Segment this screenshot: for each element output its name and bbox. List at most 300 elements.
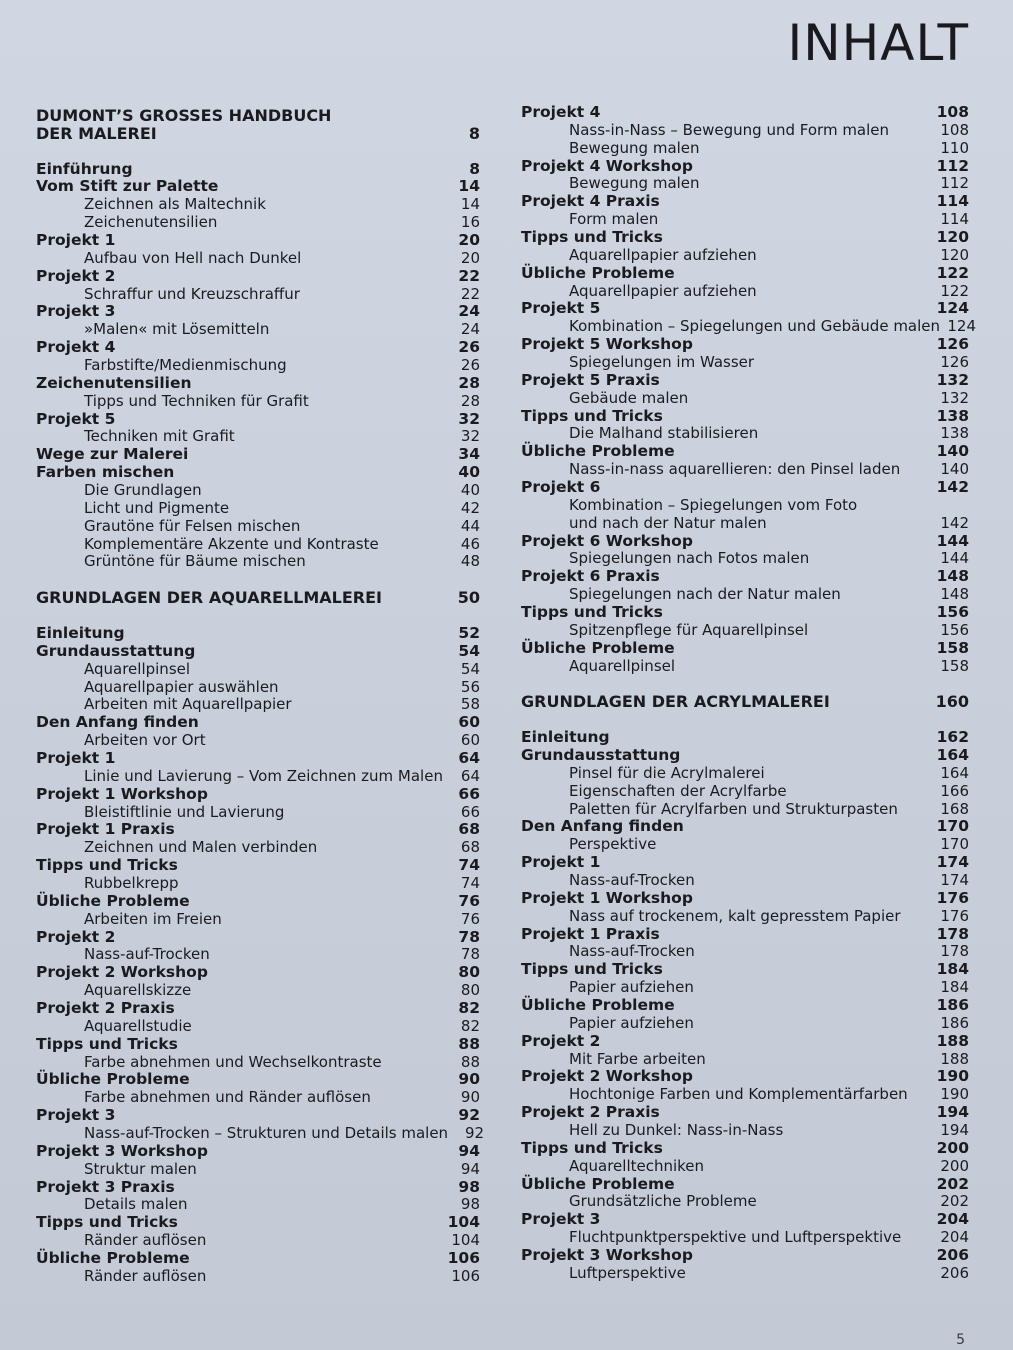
toc-entry-page: 178 — [940, 942, 969, 961]
toc-entry-page: 76 — [460, 909, 480, 928]
toc-chapter-entry — [521, 193, 969, 211]
toc-chapter-entry — [36, 714, 480, 732]
toc-entry-title: Projekt 2 — [36, 266, 116, 285]
toc-entry-page: 74 — [458, 856, 480, 875]
toc-entry-title: Projekt 1 Workshop — [521, 888, 693, 907]
toc-entry-page: 176 — [936, 888, 969, 907]
toc-entry-title: Papier aufziehen — [569, 978, 694, 997]
toc-chapter-entry — [36, 750, 480, 768]
toc-entry-title: Einleitung — [36, 623, 125, 642]
toc-sub-entry — [36, 321, 480, 339]
toc-entry-page: 132 — [940, 388, 969, 407]
toc-chapter-entry — [36, 1107, 480, 1125]
toc-entry-page: 54 — [458, 641, 480, 660]
toc-entry-title: Bewegung malen — [569, 174, 700, 193]
toc-entry-page: 206 — [940, 1263, 969, 1282]
toc-entry-title: Techniken mit Grafit — [84, 427, 235, 446]
toc-sub-entry — [36, 518, 480, 536]
toc-entry-title: Tipps und Tricks — [36, 856, 178, 875]
toc-entry-page: 112 — [936, 156, 969, 175]
toc-entry-title: Papier aufziehen — [569, 1013, 694, 1032]
toc-entry-title: Pinsel für die Acrylmalerei — [569, 763, 765, 782]
toc-entry-title: Hochtonige Farben und Komplementärfarben — [569, 1085, 908, 1104]
toc-entry-title: Farbe abnehmen und Ränder auflösen — [84, 1088, 371, 1107]
toc-entry-title: Farben mischen — [36, 463, 175, 482]
toc-entry-page: 114 — [936, 192, 969, 211]
toc-sub-entry — [521, 515, 969, 533]
toc-chapter-entry — [36, 1179, 480, 1197]
toc-chapter-entry — [521, 443, 969, 461]
toc-entry-page: 170 — [936, 817, 969, 836]
toc-entry-title: Paletten für Acrylfarben und Strukturpasten — [569, 799, 898, 818]
toc-sub-entry — [36, 393, 480, 411]
toc-entry-title: Projekt 3 — [521, 1210, 601, 1229]
toc-sub-entry — [521, 140, 969, 158]
toc-entry-page: 114 — [940, 210, 969, 229]
toc-entry-title: Grautöne für Felsen mischen — [84, 516, 301, 535]
toc-entry-title: Projekt 2 Workshop — [521, 1067, 693, 1086]
toc-entry-title: Kombination – Spiegelungen vom Foto — [569, 495, 858, 514]
toc-chapter-entry — [36, 857, 480, 875]
toc-section-heading — [36, 125, 480, 143]
toc-entry-title: Ränder auflösen — [84, 1231, 207, 1250]
toc-sub-entry — [36, 1268, 480, 1286]
toc-sub-entry — [36, 536, 480, 554]
toc-entry-page: 58 — [460, 695, 480, 714]
toc-entry-page: 170 — [940, 835, 969, 854]
toc-sub-entry — [36, 1196, 480, 1214]
toc-chapter-entry — [521, 533, 969, 551]
toc-entry-title: Nass auf trockenem, kalt gepresstem Papier — [569, 906, 901, 925]
toc-entry-title: Projekt 2 Workshop — [36, 963, 208, 982]
toc-entry-page: 88 — [458, 1034, 480, 1053]
toc-entry-title: Form malen — [569, 210, 659, 229]
toc-chapter-entry — [521, 1104, 969, 1122]
toc-entry-page: 106 — [451, 1266, 480, 1285]
toc-chapter-entry — [36, 625, 480, 643]
toc-entry-title: Hell zu Dunkel: Nass-in-Nass — [569, 1120, 784, 1139]
toc-spacer — [521, 711, 969, 729]
toc-entry-title: Fluchtpunktperspektive und Luftperspektive — [569, 1228, 902, 1247]
toc-entry-page: 66 — [458, 784, 480, 803]
toc-sub-entry — [521, 175, 969, 193]
toc-entry-page: 82 — [460, 1016, 480, 1035]
toc-chapter-entry — [521, 747, 969, 765]
toc-entry-title: Projekt 6 — [521, 478, 601, 497]
toc-entry-page: 8 — [468, 123, 480, 143]
toc-entry-title: Struktur malen — [84, 1159, 197, 1178]
toc-chapter-entry — [36, 411, 480, 429]
toc-entry-title: Licht und Pigmente — [84, 498, 230, 517]
toc-entry-page: 26 — [460, 356, 480, 375]
toc-sub-entry — [521, 497, 969, 515]
toc-entry-title: Rubbelkrepp — [84, 873, 179, 892]
toc-entry-page: 88 — [460, 1052, 480, 1071]
toc-entry-page: 60 — [458, 713, 480, 732]
toc-sub-entry — [521, 801, 969, 819]
toc-entry-title: Farbstifte/Medienmischung — [84, 356, 287, 375]
toc-entry-title: Nass-in-Nass – Bewegung und Form malen — [569, 120, 890, 139]
toc-sub-entry — [521, 872, 969, 890]
toc-entry-page: 110 — [940, 138, 969, 157]
toc-entry-page: 20 — [460, 248, 480, 267]
toc-entry-page: 124 — [936, 299, 969, 318]
toc-spacer — [521, 676, 969, 694]
toc-entry-page: 174 — [936, 853, 969, 872]
toc-entry-title: Projekt 4 — [521, 103, 601, 121]
toc-entry-page: 32 — [460, 427, 480, 446]
toc-entry-title: Projekt 3 — [36, 302, 116, 321]
toc-entry-title: Arbeiten mit Aquarellpapier — [84, 695, 292, 714]
toc-chapter-entry — [521, 1068, 969, 1086]
toc-entry-page: 164 — [936, 745, 969, 764]
toc-sub-entry — [36, 875, 480, 893]
toc-entry-title: Übliche Probleme — [521, 638, 675, 657]
toc-entry-title: Übliche Probleme — [36, 1070, 190, 1089]
toc-chapter-entry — [521, 1176, 969, 1194]
toc-chapter-entry — [36, 1071, 480, 1089]
toc-entry-title: Die Malhand stabilisieren — [569, 424, 759, 443]
toc-entry-title: Projekt 1 — [521, 853, 601, 872]
toc-sub-entry — [521, 658, 969, 676]
toc-chapter-entry — [36, 464, 480, 482]
toc-entry-title: Projekt 5 — [36, 409, 116, 428]
toc-entry-page: 124 — [947, 317, 977, 336]
toc-sub-entry — [521, 1086, 969, 1104]
toc-entry-title: Aquarellpapier auswählen — [84, 677, 279, 696]
toc-sub-entry — [521, 586, 969, 604]
toc-column-right — [521, 103, 977, 1283]
toc-entry-title: DER MALEREI — [36, 123, 157, 143]
toc-entry-title: Tipps und Tricks — [521, 603, 663, 622]
toc-entry-title: Spiegelungen nach Fotos malen — [569, 549, 810, 568]
toc-chapter-entry — [36, 178, 480, 196]
toc-sub-entry — [36, 982, 480, 1000]
toc-entry-page: 142 — [940, 513, 969, 532]
toc-sub-entry — [36, 679, 480, 697]
toc-sub-entry — [36, 286, 480, 304]
toc-entry-page: 142 — [936, 478, 969, 497]
toc-entry-title: Projekt 3 — [36, 1106, 116, 1125]
toc-entry-page: 76 — [458, 891, 480, 910]
toc-chapter-entry — [521, 640, 969, 658]
toc-sub-entry — [36, 1018, 480, 1036]
toc-entry-page: 188 — [936, 1031, 969, 1050]
toc-sub-entry — [521, 211, 969, 229]
toc-sub-entry — [521, 390, 969, 408]
toc-entry-page: 24 — [460, 320, 480, 339]
toc-entry-page: 144 — [940, 549, 969, 568]
toc-entry-page: 120 — [940, 245, 969, 264]
toc-chapter-entry — [521, 479, 969, 497]
toc-entry-page: 78 — [458, 927, 480, 946]
toc-entry-title: Zeichenutensilien — [36, 373, 192, 392]
toc-entry-page: 178 — [936, 924, 969, 943]
toc-entry-title: Zeichnen und Malen verbinden — [84, 838, 318, 857]
toc-entry-page: 42 — [460, 498, 480, 517]
toc-entry-page: 204 — [936, 1210, 969, 1229]
toc-sub-entry — [521, 1051, 969, 1069]
toc-section-heading — [36, 107, 480, 125]
toc-sub-entry — [36, 804, 480, 822]
toc-entry-page: 186 — [936, 995, 969, 1014]
toc-entry-title: Tipps und Tricks — [521, 960, 663, 979]
toc-chapter-entry — [36, 446, 480, 464]
toc-entry-page: 24 — [458, 302, 480, 321]
toc-sub-entry — [36, 768, 480, 786]
toc-chapter-entry — [36, 786, 480, 804]
toc-chapter-entry — [36, 1000, 480, 1018]
toc-sub-entry — [36, 357, 480, 375]
toc-sub-entry — [36, 732, 480, 750]
toc-entry-page: 188 — [940, 1049, 969, 1068]
toc-entry-page: 190 — [936, 1067, 969, 1086]
toc-entry-title: Projekt 4 Praxis — [521, 192, 660, 211]
toc-entry-page: 204 — [940, 1228, 969, 1247]
toc-sub-entry — [36, 250, 480, 268]
toc-entry-page: 68 — [458, 820, 480, 839]
toc-entry-title: Projekt 3 Workshop — [521, 1246, 693, 1264]
toc-sub-entry — [521, 622, 969, 640]
toc-entry-page: 148 — [940, 585, 969, 604]
toc-sub-entry — [521, 1229, 969, 1247]
toc-chapter-entry — [521, 729, 969, 747]
toc-sub-entry — [521, 836, 969, 854]
toc-entry-page: 194 — [936, 1103, 969, 1122]
toc-entry-page: 68 — [460, 838, 480, 857]
toc-entry-title: Ränder auflösen — [84, 1266, 207, 1285]
toc-sub-entry — [36, 428, 480, 446]
toc-sub-entry — [521, 425, 969, 443]
toc-entry-page: 138 — [940, 424, 969, 443]
toc-chapter-entry — [36, 161, 480, 179]
toc-entry-title: GRUNDLAGEN DER ACRYLMALEREI — [521, 692, 830, 712]
toc-entry-title: Nass-in-nass aquarellieren: den Pinsel laden — [569, 460, 901, 479]
toc-entry-page: 40 — [458, 463, 480, 482]
toc-sub-entry — [36, 696, 480, 714]
toc-entry-title: Aquarellpapier aufziehen — [569, 245, 757, 264]
toc-sub-entry — [521, 1265, 969, 1283]
toc-chapter-entry — [36, 339, 480, 357]
toc-entry-title: Projekt 4 — [36, 338, 116, 357]
toc-entry-page: 176 — [940, 906, 969, 925]
toc-entry-title: Luftperspektive — [569, 1263, 686, 1282]
toc-chapter-entry — [36, 821, 480, 839]
toc-entry-title: Projekt 1 Praxis — [521, 924, 660, 943]
toc-entry-title: Aufbau von Hell nach Dunkel — [84, 248, 302, 267]
toc-entry-title: Übliche Probleme — [36, 1249, 190, 1267]
toc-spacer — [36, 607, 480, 625]
toc-chapter-entry — [36, 232, 480, 250]
toc-entry-page: 66 — [460, 802, 480, 821]
toc-entry-page: 202 — [936, 1174, 969, 1193]
toc-entry-title: Tipps und Techniken für Grafit — [84, 391, 309, 410]
toc-entry-page: 54 — [460, 659, 480, 678]
toc-entry-title: Den Anfang finden — [36, 713, 199, 732]
toc-sub-entry — [521, 317, 977, 336]
toc-sub-entry — [521, 1158, 969, 1176]
toc-sub-entry — [521, 1193, 969, 1211]
toc-chapter-entry — [521, 926, 969, 944]
toc-entry-page: 122 — [936, 263, 969, 282]
toc-entry-title: Projekt 1 Workshop — [36, 784, 208, 803]
toc-entry-page: 206 — [936, 1246, 969, 1264]
toc-entry-page: 44 — [460, 516, 480, 535]
toc-entry-title: Projekt 1 — [36, 231, 116, 250]
toc-chapter-entry — [521, 890, 969, 908]
toc-entry-title: Aquarelltechniken — [569, 1156, 705, 1175]
toc-sub-entry — [521, 283, 969, 301]
toc-entry-title: Grundausstattung — [521, 745, 681, 764]
toc-entry-title: Den Anfang finden — [521, 817, 684, 836]
toc-entry-page: 202 — [940, 1192, 969, 1211]
toc-entry-page: 80 — [460, 981, 480, 1000]
toc-entry-page: 140 — [936, 442, 969, 461]
toc-sub-entry — [36, 1232, 480, 1250]
toc-entry-title: Projekt 2 Praxis — [36, 998, 175, 1017]
toc-entry-title: Bewegung malen — [569, 138, 700, 157]
toc-chapter-entry — [521, 300, 969, 318]
toc-chapter-entry — [36, 1214, 480, 1232]
toc-entry-title: Details malen — [84, 1195, 188, 1214]
toc-entry-page: 200 — [940, 1156, 969, 1175]
toc-entry-page: 158 — [936, 638, 969, 657]
toc-chapter-entry — [521, 104, 969, 122]
toc-entry-page: 164 — [940, 763, 969, 782]
toc-entry-page: 194 — [940, 1120, 969, 1139]
toc-entry-page: 122 — [940, 281, 969, 300]
toc-entry-page: 74 — [460, 873, 480, 892]
toc-entry-page: 26 — [458, 338, 480, 357]
toc-chapter-entry — [36, 643, 480, 661]
toc-entry-page: 144 — [936, 531, 969, 550]
toc-chapter-entry — [521, 336, 969, 354]
toc-sub-entry — [36, 946, 480, 964]
toc-chapter-entry — [521, 372, 969, 390]
toc-chapter-entry — [521, 997, 969, 1015]
toc-sub-entry — [36, 214, 480, 232]
toc-entry-title: Übliche Probleme — [36, 891, 190, 910]
toc-spacer — [36, 571, 480, 589]
toc-entry-page: 14 — [458, 177, 480, 196]
toc-sub-entry — [521, 1122, 969, 1140]
toc-entry-title: Linie und Lavierung – Vom Zeichnen zum Malen — [84, 766, 443, 785]
toc-sub-entry — [521, 354, 969, 372]
toc-entry-title: Projekt 1 — [36, 748, 116, 767]
toc-entry-title: Projekt 3 Workshop — [36, 1141, 208, 1160]
toc-chapter-entry — [36, 375, 480, 393]
toc-chapter-entry — [521, 265, 969, 283]
toc-entry-page: 46 — [460, 534, 480, 553]
toc-entry-page: 126 — [936, 335, 969, 354]
toc-section-heading — [36, 589, 480, 607]
toc-entry-page: 64 — [458, 748, 480, 767]
toc-entry-title: Komplementäre Akzente und Kontraste — [84, 534, 379, 553]
toc-sub-entry — [36, 1161, 480, 1179]
toc-entry-page: 40 — [460, 481, 480, 500]
toc-entry-title: Projekt 5 — [521, 299, 601, 318]
toc-entry-page: 64 — [460, 766, 480, 785]
toc-entry-title: Aquarellpinsel — [84, 659, 191, 678]
toc-entry-title: Die Grundlagen — [84, 481, 202, 500]
toc-chapter-entry — [521, 1211, 969, 1229]
toc-entry-title: Übliche Probleme — [521, 1174, 675, 1193]
toc-entry-page: 20 — [458, 231, 480, 250]
toc-entry-page: 22 — [460, 284, 480, 303]
toc-sub-entry — [36, 482, 480, 500]
toc-sub-entry — [521, 765, 969, 783]
toc-entry-title: Perspektive — [569, 835, 657, 854]
toc-sub-entry — [521, 122, 969, 140]
toc-entry-title: Arbeiten im Freien — [84, 909, 222, 928]
toc-entry-title: Wege zur Malerei — [36, 445, 189, 464]
toc-entry-page: 92 — [464, 1123, 485, 1142]
toc-entry-title: Zeichenutensilien — [84, 213, 218, 232]
toc-entry-title: Projekt 3 Praxis — [36, 1177, 175, 1196]
toc-entry-title: Tipps und Tricks — [521, 406, 663, 425]
toc-chapter-entry — [521, 229, 969, 247]
toc-sub-entry — [521, 783, 969, 801]
toc-entry-page: 22 — [458, 266, 480, 285]
page-number: 5 — [956, 1332, 965, 1348]
toc-entry-page: 184 — [940, 978, 969, 997]
toc-entry-page: 104 — [447, 1213, 480, 1232]
toc-entry-title: Übliche Probleme — [521, 442, 675, 461]
toc-sub-entry — [36, 839, 480, 857]
toc-entry-title: Bleistiftlinie und Lavierung — [84, 802, 285, 821]
toc-chapter-entry — [521, 1033, 969, 1051]
toc-entry-page: 184 — [936, 960, 969, 979]
toc-entry-title: Projekt 2 — [521, 1031, 601, 1050]
toc-chapter-entry — [36, 303, 480, 321]
toc-entry-title: Spiegelungen im Wasser — [569, 353, 755, 372]
toc-entry-title: Nass-auf-Trocken — [569, 942, 695, 961]
toc-sub-entry — [36, 1123, 485, 1143]
toc-entry-title: Zeichnen als Maltechnik — [84, 195, 266, 214]
toc-entry-title: Grundsätzliche Probleme — [569, 1192, 757, 1211]
toc-entry-page: 108 — [936, 103, 969, 121]
toc-entry-title: Arbeiten vor Ort — [84, 731, 206, 750]
toc-entry-title: Nass-auf-Trocken — [84, 945, 210, 964]
toc-sub-entry — [521, 1015, 969, 1033]
toc-chapter-entry — [36, 929, 480, 947]
toc-entry-page: 94 — [460, 1159, 480, 1178]
toc-chapter-entry — [36, 1143, 480, 1161]
toc-entry-title: Projekt 5 Workshop — [521, 335, 693, 354]
toc-entry-page: 200 — [936, 1138, 969, 1157]
toc-entry-title: GRUNDLAGEN DER AQUARELLMALEREI — [36, 588, 382, 608]
page-title: INHALT — [787, 14, 969, 72]
toc-entry-page: 168 — [940, 799, 969, 818]
toc-entry-title: Grüntöne für Bäume mischen — [84, 552, 306, 571]
toc-sub-entry — [36, 911, 480, 929]
toc-entry-title: »Malen« mit Lösemitteln — [84, 320, 270, 339]
toc-entry-page: 160 — [935, 692, 969, 712]
toc-entry-page: 16 — [460, 213, 480, 232]
toc-chapter-entry — [36, 893, 480, 911]
toc-entry-page: 28 — [458, 373, 480, 392]
toc-entry-page: 108 — [940, 120, 969, 139]
toc-entry-title: Tipps und Tricks — [521, 228, 663, 247]
toc-sub-entry — [521, 550, 969, 568]
toc-entry-page: 148 — [936, 567, 969, 586]
toc-entry-title: DUMONT’S GROSSES HANDBUCH — [36, 106, 332, 125]
toc-chapter-entry — [521, 604, 969, 622]
toc-sub-entry — [521, 908, 969, 926]
toc-entry-page: 94 — [458, 1141, 480, 1160]
toc-entry-page: 82 — [458, 998, 480, 1017]
toc-entry-title: Mit Farbe arbeiten — [569, 1049, 706, 1068]
